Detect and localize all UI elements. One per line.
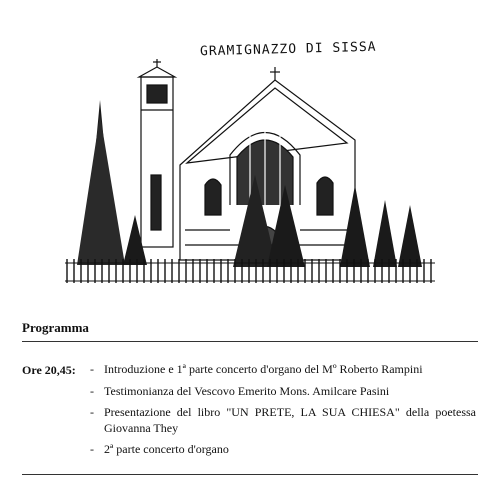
program-item-text: Testimonianza del Vescovo Emerito Mons. Amilcare Pasini <box>104 383 390 398</box>
program-item-text: Presentazione del libro "UN PRETE, LA SUA CHIESA" della poetessa Giovanna They <box>104 405 476 435</box>
program-time: Ore 20,45: <box>22 363 76 377</box>
sketch-title: GRAMIGNAZZO DI SISSA <box>199 39 377 60</box>
program-item: - Introduzione e 1ª parte concerto d'organo del Mº Roberto Rampini <box>90 362 476 378</box>
program-item-text: Introduzione e 1ª parte concerto d'organo del Mº Roberto Rampini <box>104 362 423 376</box>
program-heading: Programma <box>22 320 89 335</box>
program-item: - Testimonianza del Vescovo Emerito Mons. Amilcare Pasini <box>90 384 476 400</box>
bottom-divider <box>22 474 478 475</box>
program-item: - Presentazione del libro "UN PRETE, LA SUA CHIESA" della poetessa Giovanna They <box>90 405 476 435</box>
church-illustration <box>55 55 440 290</box>
program-item: - 2ª parte concerto d'organo <box>90 442 476 458</box>
program-item-text: 2ª parte concerto d'organo <box>104 442 229 456</box>
program-list <box>90 362 476 464</box>
top-divider <box>22 341 478 342</box>
